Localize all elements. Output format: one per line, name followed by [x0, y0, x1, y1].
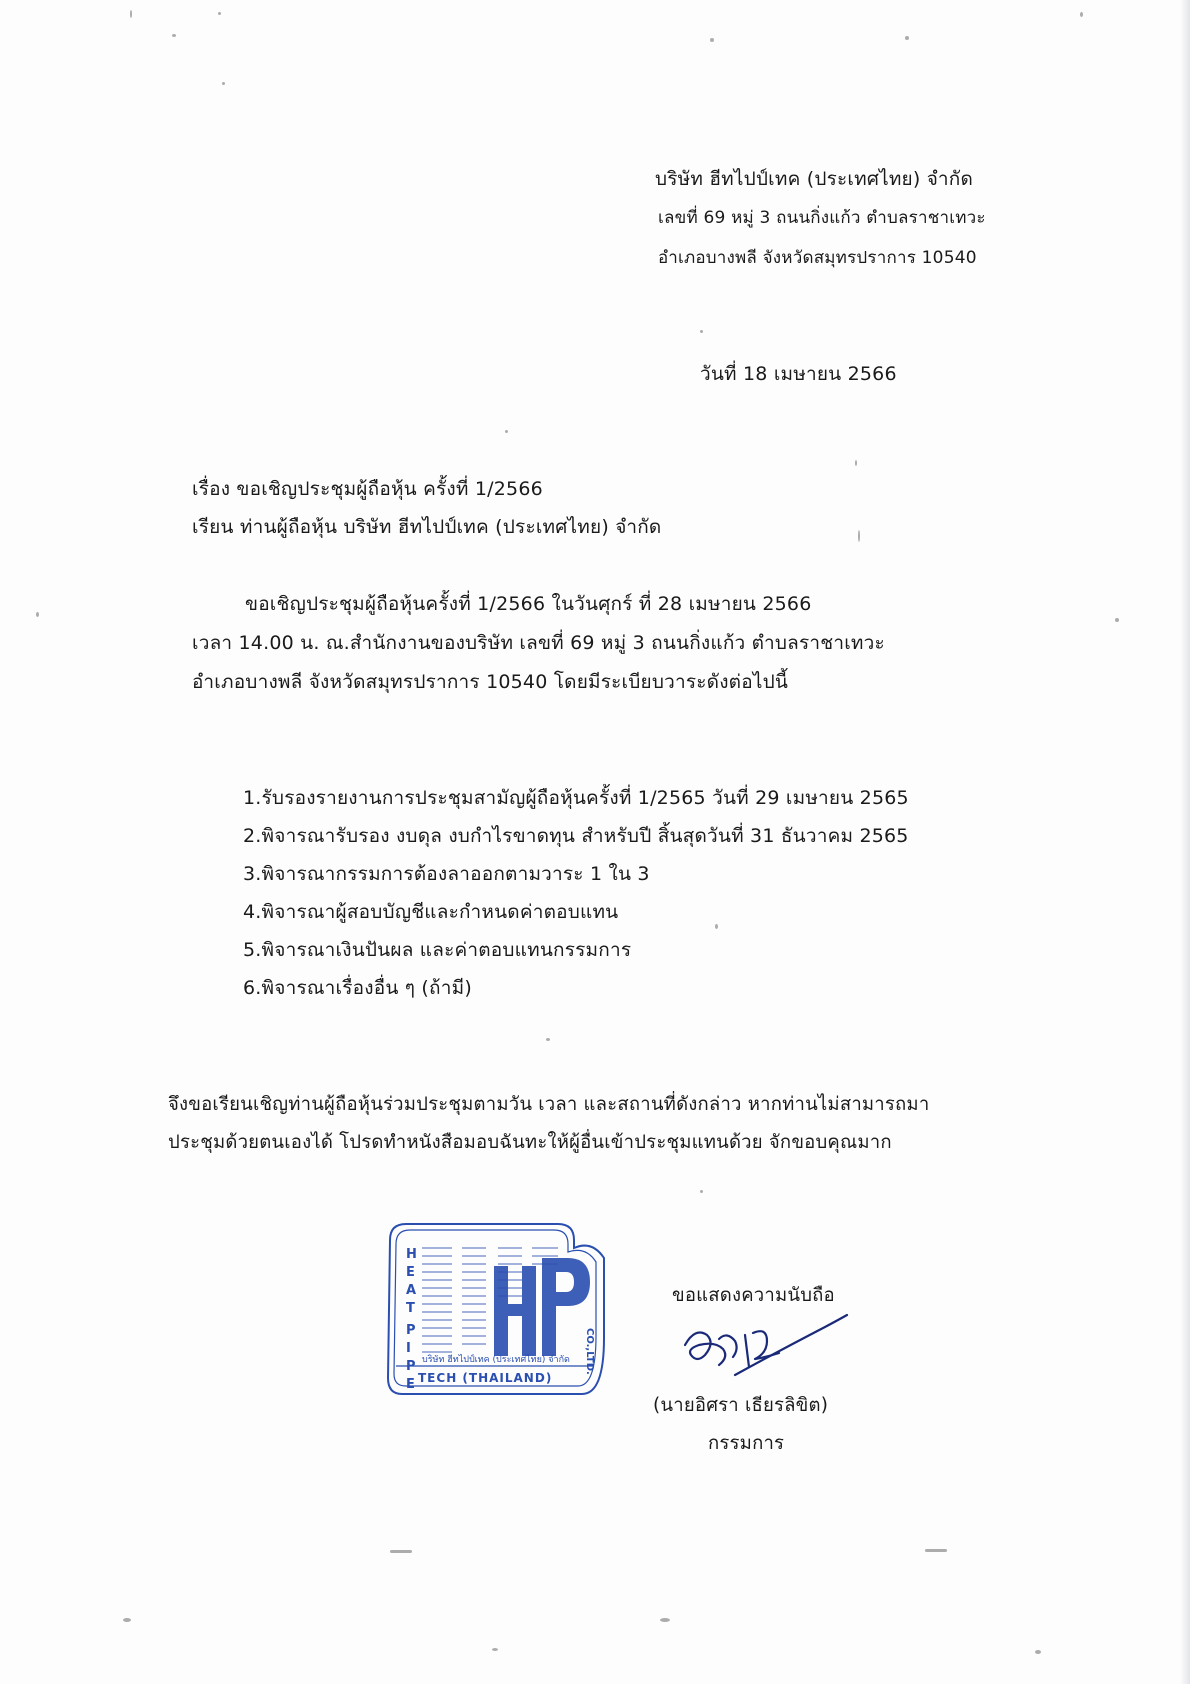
sign-off-regards: ขอแสดงความนับถือ — [672, 1285, 835, 1306]
agenda-item: 4.พิจารณาผู้สอบบัญชีและกำหนดค่าตอบแทน — [243, 901, 619, 923]
scan-speck — [710, 38, 714, 42]
company-stamp — [382, 1218, 610, 1400]
body-line-1: ขอเชิญประชุมผู้ถือหุ้นครั้งที่ 1/2566 ในวันศุกร์ ที่ 28 เมษายน 2566 — [245, 593, 812, 615]
scan-speck — [130, 10, 132, 18]
scan-speck — [546, 1038, 550, 1041]
scan-speck — [36, 612, 39, 617]
scan-speck — [700, 330, 703, 333]
scan-speck — [123, 1618, 131, 1622]
scan-speck — [925, 1549, 947, 1552]
agenda-item: 6.พิจารณาเรื่องอื่น ๆ (ถ้ามี) — [243, 977, 472, 999]
agenda-item: 3.พิจารณากรรมการต้องลาออกตามวาระ 1 ใน 3 — [243, 863, 650, 885]
stamp-bottom-text: TECH (THAILAND) — [418, 1371, 553, 1385]
agenda-item: 1.รับรองรายงานการประชุมสามัญผู้ถือหุ้นครั้งที่ 1/2565 วันที่ 29 เมษายน 2565 — [243, 787, 909, 809]
signatory-position: กรรมการ — [708, 1433, 785, 1454]
body-line-2: เวลา 14.00 น. ณ.สำนักงานของบริษัท เลขที่ 69 หมู่ 3 ถนนกิ่งแก้ว ตำบลราชาเทวะ — [192, 632, 885, 654]
handwritten-signature — [675, 1305, 855, 1385]
scan-speck — [1035, 1650, 1041, 1654]
agenda-item: 5.พิจารณาเงินปันผล และค่าตอบแทนกรรมการ — [243, 939, 632, 961]
sender-address-line2: อำเภอบางพลี จังหวัดสมุทรปราการ 10540 — [658, 248, 977, 268]
scan-speck — [700, 1190, 703, 1193]
scan-speck — [222, 82, 225, 85]
sender-address-line1: เลขที่ 69 หมู่ 3 ถนนกิ่งแก้ว ตำบลราชาเทวะ — [658, 208, 986, 228]
letter-subject: เรื่อง ขอเชิญประชุมผู้ถือหุ้น ครั้งที่ 1/2566 — [192, 478, 543, 500]
stamp-right-text: CO.,LTD. — [584, 1328, 595, 1375]
scan-speck — [855, 460, 857, 466]
signatory-name: (นายอิศรา เธียรลิขิต) — [653, 1395, 829, 1416]
letter-date: วันที่ 18 เมษายน 2566 — [700, 363, 897, 385]
agenda-item: 2.พิจารณารับรอง งบดุล งบกำไรขาดทุน สำหรับปี สิ้นสุดวันที่ 31 ธันวาคม 2565 — [243, 825, 909, 847]
scan-speck — [1115, 618, 1119, 622]
stamp-left-text: H E A T P I P E — [406, 1247, 417, 1392]
closing-line-2: ประชุมด้วยตนเองได้ โปรดทำหนังสือมอบฉันทะให้ผู้อื่นเข้าประชุมแทนด้วย จักขอบคุณมาก — [168, 1132, 892, 1153]
scan-speck — [858, 530, 860, 542]
body-line-3: อำเภอบางพลี จังหวัดสมุทรปราการ 10540 โดยมีระเบียบวาระดังต่อไปนี้ — [192, 671, 789, 693]
scan-speck — [390, 1550, 412, 1553]
scan-speck — [715, 924, 718, 929]
sender-company: บริษัท ฮีทไปป์เทค (ประเทศไทย) จำกัด — [655, 168, 973, 190]
stamp-thai-name: บริษัท ฮีทไปป์เทค (ประเทศไทย) จำกัด — [422, 1355, 570, 1365]
scan-edge-shadow — [1180, 0, 1190, 1684]
scan-speck — [505, 430, 508, 433]
scan-speck — [905, 36, 909, 40]
letter-recipient: เรียน ท่านผู้ถือหุ้น บริษัท ฮีทไปป์เทค (ประเทศไทย) จำกัด — [192, 516, 662, 538]
closing-line-1: จึงขอเรียนเชิญท่านผู้ถือหุ้นร่วมประชุมตามวัน เวลา และสถานที่ดังกล่าว หากท่านไม่สามารถมา — [168, 1094, 930, 1115]
scan-speck — [660, 1618, 670, 1622]
scan-speck — [172, 34, 176, 37]
scan-speck — [492, 1648, 498, 1651]
scan-speck — [1080, 12, 1083, 17]
scan-speck — [218, 12, 221, 15]
